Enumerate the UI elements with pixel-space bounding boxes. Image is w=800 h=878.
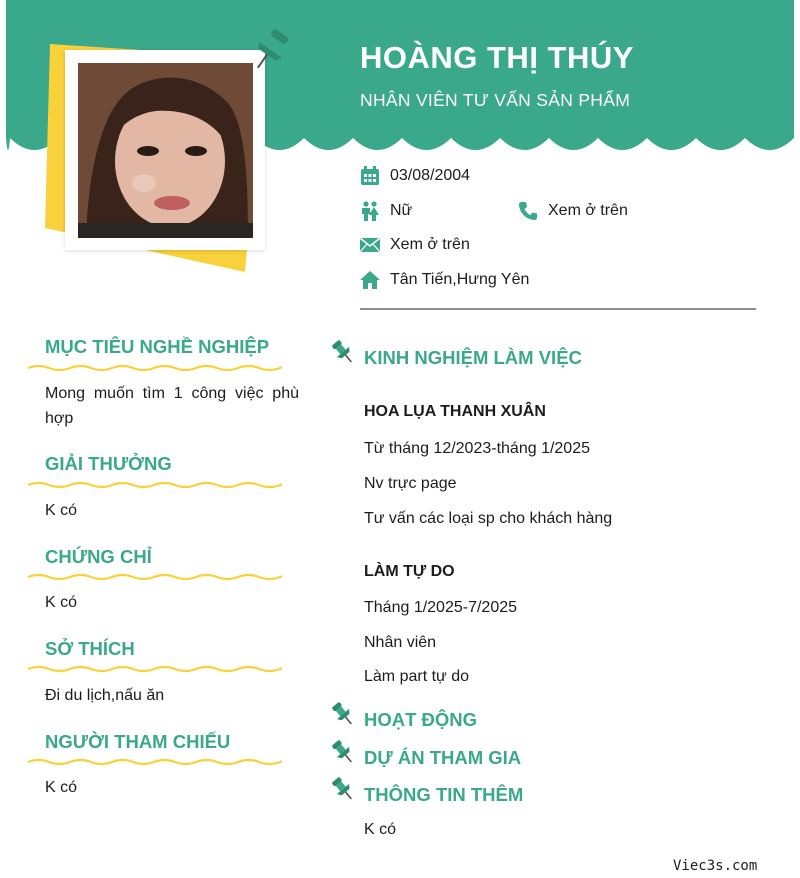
hobbies-text: Đi du lịch,nấu ăn bbox=[45, 687, 165, 704]
section-underline bbox=[28, 479, 282, 491]
job-position: Nv trực page bbox=[364, 475, 457, 492]
certificates-text: K có bbox=[45, 594, 78, 611]
pushpin-icon bbox=[330, 738, 356, 766]
section-underline bbox=[28, 362, 282, 374]
certificates-title: CHỨNG CHỈ bbox=[45, 546, 152, 567]
pushpin-icon bbox=[330, 338, 356, 366]
additional-info-text: K có bbox=[364, 821, 397, 838]
job-description: Làm part tự do bbox=[364, 668, 469, 685]
birthday-value: 03/08/2004 bbox=[390, 167, 471, 184]
references-title: NGƯỜI THAM CHIẾU bbox=[45, 731, 231, 752]
awards-text: K có bbox=[45, 502, 78, 519]
pushpin-icon bbox=[330, 775, 356, 803]
experience-title: KINH NGHIỆM LÀM VIỆC bbox=[364, 347, 582, 368]
candidate-name: HOÀNG THỊ THÚY bbox=[360, 40, 634, 75]
email-value: Xem ở trên bbox=[390, 236, 470, 253]
hobbies-title: SỞ THÍCH bbox=[45, 638, 135, 659]
job-company: HOA LỤA THANH XUÂN bbox=[364, 403, 546, 420]
pushpin-icon bbox=[330, 700, 356, 728]
calendar-icon bbox=[360, 166, 380, 186]
projects-title: DỰ ÁN THAM GIA bbox=[364, 747, 522, 768]
pushpin-icon bbox=[248, 24, 294, 74]
gender-row bbox=[360, 201, 412, 221]
avatar bbox=[78, 63, 253, 238]
phone-row bbox=[518, 201, 628, 221]
job-position: Nhân viên bbox=[364, 634, 437, 651]
home-icon bbox=[360, 270, 380, 290]
section-underline bbox=[28, 663, 282, 675]
activities-title: HOẠT ĐỘNG bbox=[364, 709, 478, 730]
references-text: K có bbox=[45, 779, 78, 796]
gender-icon bbox=[360, 201, 380, 221]
gender-value: Nữ bbox=[390, 202, 413, 219]
section-underline bbox=[28, 571, 282, 583]
address-value: Tân Tiến,Hưng Yên bbox=[390, 271, 530, 288]
phone-icon bbox=[518, 201, 538, 221]
awards-title: GIẢI THƯỞNG bbox=[45, 453, 172, 474]
job-company: LÀM TỰ DO bbox=[364, 563, 455, 580]
job-description: Tư vấn các loại sp cho khách hàng bbox=[364, 510, 613, 527]
additional-info-title: THÔNG TIN THÊM bbox=[364, 784, 524, 805]
email-icon bbox=[360, 235, 380, 255]
career-goal-text: Mong muốn tìm 1 công việc phù hợp bbox=[45, 385, 299, 427]
birthday-row bbox=[360, 166, 470, 186]
career-goal-title: MỤC TIÊU NGHỀ NGHIỆP bbox=[45, 336, 270, 357]
phone-value: Xem ở trên bbox=[548, 202, 628, 219]
email-row bbox=[360, 235, 470, 255]
watermark: Viec3s.com bbox=[673, 858, 758, 874]
candidate-job-title: NHÂN VIÊN TƯ VẤN SẢN PHẨM bbox=[360, 90, 631, 110]
job-period: Tháng 1/2025-7/2025 bbox=[364, 599, 518, 616]
section-underline bbox=[28, 756, 282, 768]
job-period: Từ tháng 12/2023-tháng 1/2025 bbox=[364, 440, 590, 457]
address-row bbox=[360, 270, 529, 290]
contact-divider bbox=[360, 308, 756, 310]
